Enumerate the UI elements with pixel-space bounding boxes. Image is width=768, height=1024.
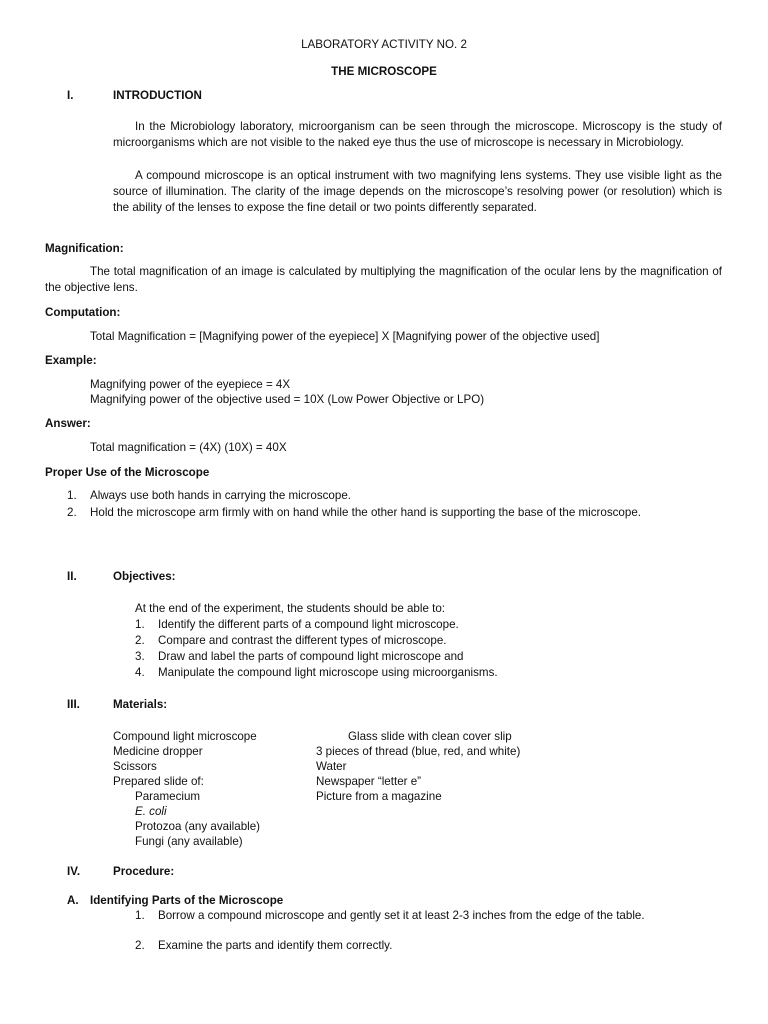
activity-title: LABORATORY ACTIVITY NO. 2 xyxy=(301,38,467,51)
objectives-intro: At the end of the experiment, the students should be able to: xyxy=(135,602,446,615)
procedure-step-1: Borrow a compound microscope and gently set it at least 2-3 inches from the edge of the table. xyxy=(158,909,645,922)
procedure-step-num-1: 1. xyxy=(135,909,145,922)
proper-use-item-2: Hold the microscope arm firmly with on hand while the other hand is supporting the base of the microscope. xyxy=(90,506,641,519)
material-item: Water xyxy=(316,760,347,773)
procedure-sub-letter: A. xyxy=(67,894,79,907)
magnification-heading: Magnification: xyxy=(45,242,124,255)
computation-formula: Total Magnification = [Magnifying power of the eyepiece] X [Magnifying power of the objective used] xyxy=(90,330,600,343)
section-number-procedure: IV. xyxy=(67,865,81,878)
material-item: Glass slide with clean cover slip xyxy=(348,730,512,743)
document-title: THE MICROSCOPE xyxy=(331,65,437,78)
objective-num-4: 4. xyxy=(135,666,145,679)
objective-item-3: Draw and label the parts of compound light microscope and xyxy=(158,650,464,663)
objective-num-3: 3. xyxy=(135,650,145,663)
objective-num-1: 1. xyxy=(135,618,145,631)
prepared-slide-item: Protozoa (any available) xyxy=(135,820,261,833)
section-heading-objectives: Objectives: xyxy=(113,570,176,583)
material-item: Prepared slide of: xyxy=(113,775,204,788)
material-item: Compound light microscope xyxy=(113,730,257,743)
material-item: Scissors xyxy=(113,760,157,773)
example-heading: Example: xyxy=(45,354,97,367)
example-line-1: Magnifying power of the eyepiece = 4X xyxy=(90,378,291,391)
prepared-slide-item: Fungi (any available) xyxy=(135,835,243,848)
section-heading-materials: Materials: xyxy=(113,698,168,711)
procedure-step-num-2: 2. xyxy=(135,939,145,952)
intro-paragraph-2: A compound microscope is an optical instrument with two magnifying lens systems. They use visible light as the source of illumination. The clarity of the image depends on the microscope’s resolving power (or resolution) which is the ability of the lenses to expose the fine detail or two points differently separated. xyxy=(113,169,722,215)
section-number-materials: III. xyxy=(67,698,80,711)
prepared-slide-item: E. coli xyxy=(135,805,167,818)
objective-num-2: 2. xyxy=(135,634,145,647)
answer-heading: Answer: xyxy=(45,417,91,430)
answer-line: Total magnification = (4X) (10X) = 40X xyxy=(90,441,287,454)
objective-item-2: Compare and contrast the different types of microscope. xyxy=(158,634,447,647)
material-item: 3 pieces of thread (blue, red, and white) xyxy=(316,745,521,758)
objective-item-4: Manipulate the compound light microscope using microorganisms. xyxy=(158,666,498,679)
proper-use-num-1: 1. xyxy=(67,489,77,502)
objective-item-1: Identify the different parts of a compound light microscope. xyxy=(158,618,459,631)
material-item: Newspaper “letter e” xyxy=(316,775,422,788)
material-item: Medicine dropper xyxy=(113,745,203,758)
intro-paragraph-1: In the Microbiology laboratory, microorganism can be seen through the microscope. Microscopy is the study of microorganisms which are not visible to the naked eye thus the use of microscope is necessary in Microbiology. xyxy=(113,120,722,150)
proper-use-item-1: Always use both hands in carrying the microscope. xyxy=(90,489,351,502)
proper-use-num-2: 2. xyxy=(67,506,77,519)
magnification-text: The total magnification of an image is calculated by multiplying the magnification of the ocular lens by the magnification of the objective lens. xyxy=(45,265,722,295)
section-heading-procedure: Procedure: xyxy=(113,865,175,878)
section-number-intro: I. xyxy=(67,89,74,102)
proper-use-heading: Proper Use of the Microscope xyxy=(45,466,210,479)
prepared-slide-item: Paramecium xyxy=(135,790,201,803)
material-item: Picture from a magazine xyxy=(316,790,442,803)
example-line-2: Magnifying power of the objective used = 10X (Low Power Objective or LPO) xyxy=(90,393,485,406)
section-number-objectives: II. xyxy=(67,570,77,583)
procedure-sub-heading: Identifying Parts of the Microscope xyxy=(90,894,284,907)
procedure-step-2: Examine the parts and identify them correctly. xyxy=(158,939,393,952)
section-heading-intro: INTRODUCTION xyxy=(113,89,202,102)
computation-heading: Computation: xyxy=(45,306,121,319)
